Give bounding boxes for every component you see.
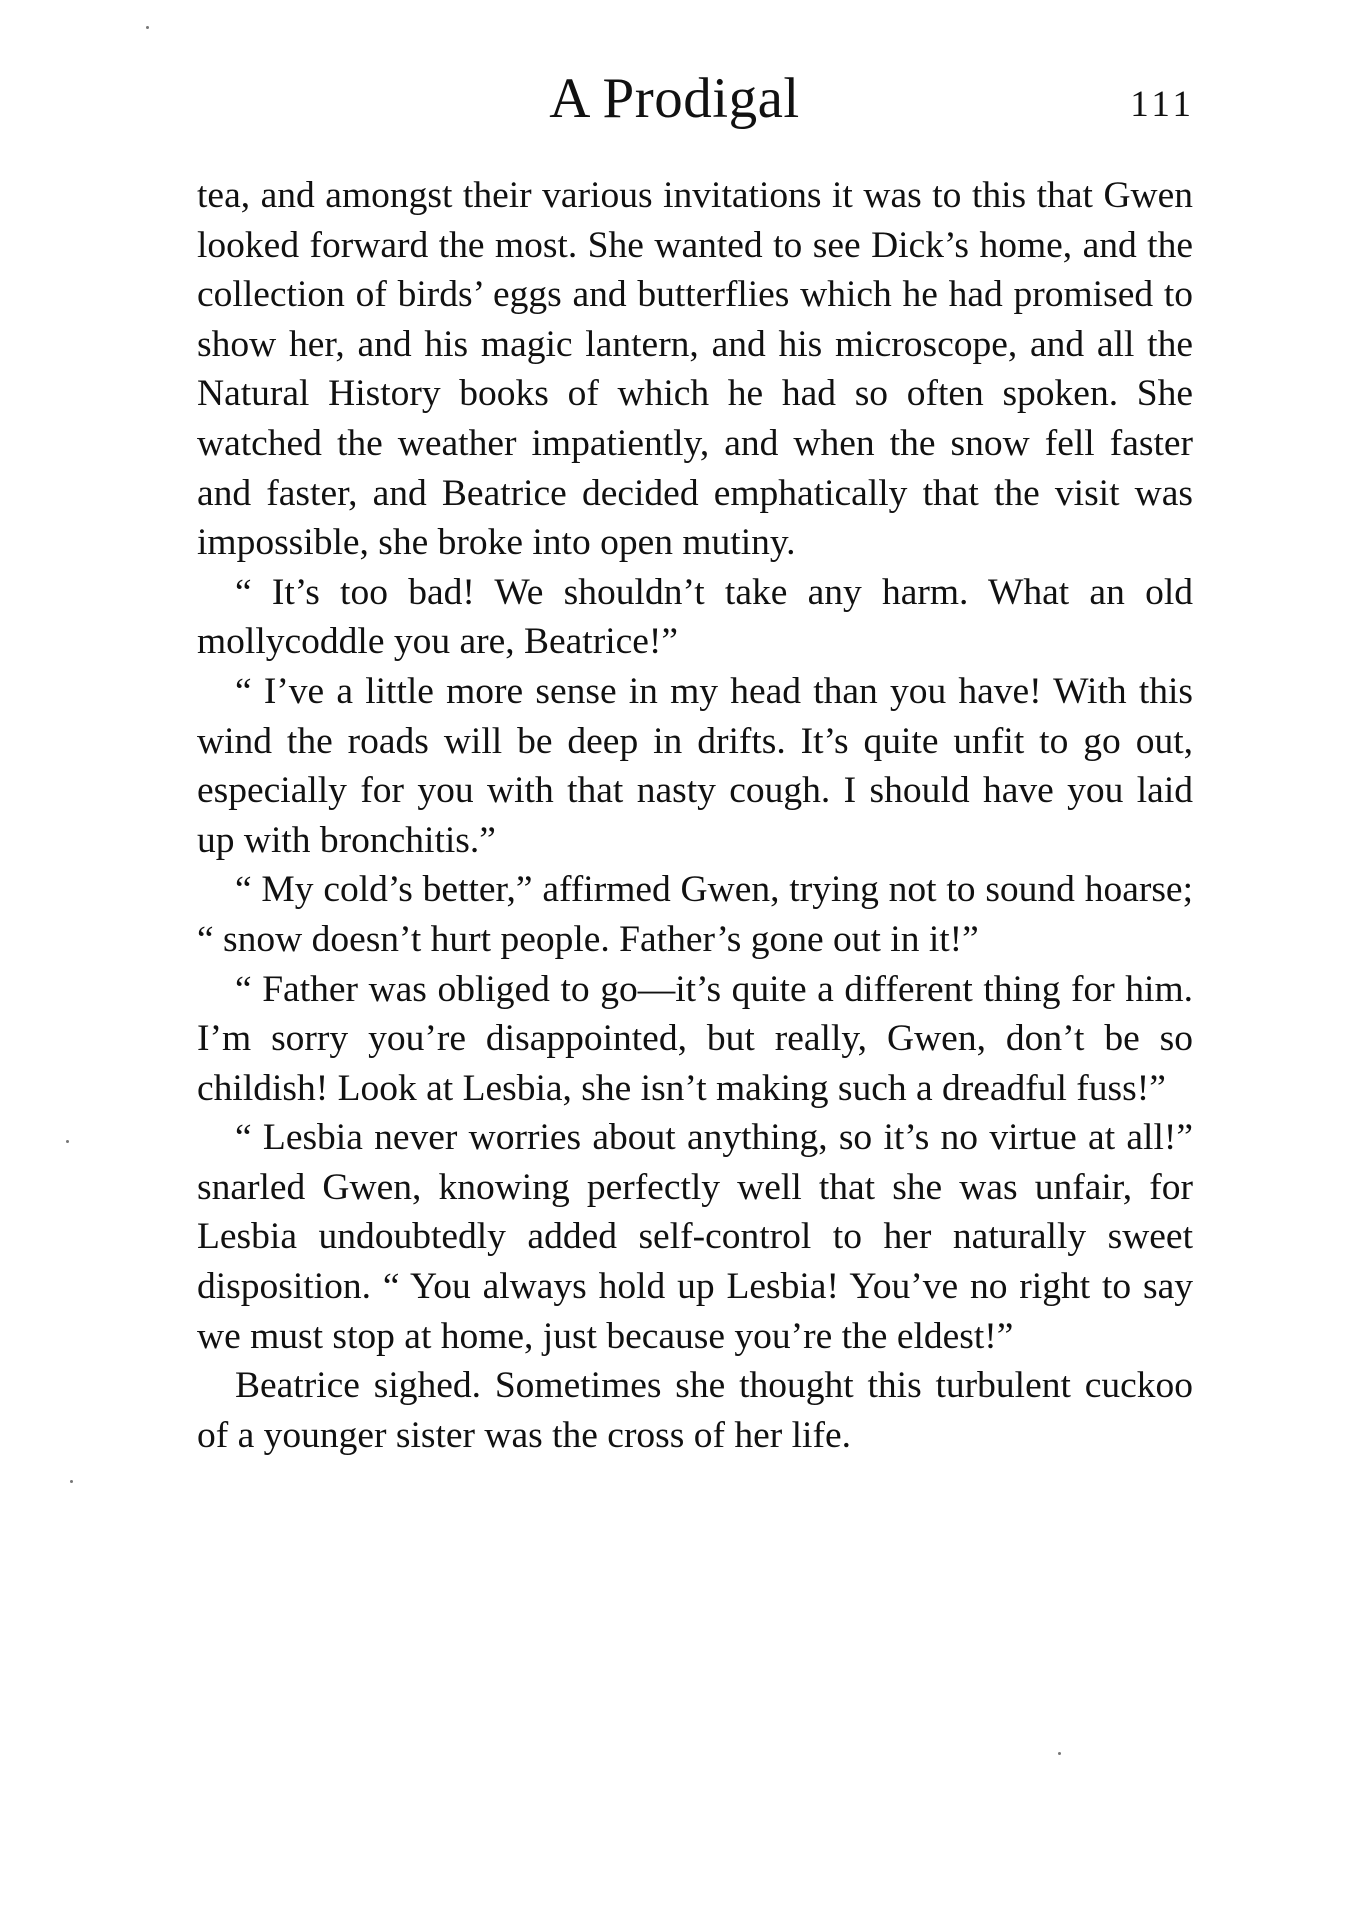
paragraph: “ I’ve a little more sense in my head than you have! With this wind the roads will be deep in drifts. It’s quite unfit to go out, especially for you with that nasty cough. I should have you laid up with bronchitis.”	[197, 670, 1193, 861]
paragraph: “ Father was obliged to go—it’s quite a different thing for him. I’m sorry you’re disappointed, but really, Gwen, don’t be so childish! Look at Lesbia, she isn’t making such a dreadful fuss!”	[197, 968, 1193, 1109]
paragraph: “ My cold’s better,” affirmed Gwen, trying not to sound hoarse; “ snow doesn’t hurt people. Father’s gone out in it!”	[197, 869, 1193, 960]
scan-speck	[66, 1140, 69, 1143]
body-text	[197, 171, 1193, 1460]
scan-speck	[1058, 1752, 1061, 1755]
scan-speck	[146, 26, 149, 29]
paragraph: Beatrice sighed. Sometimes she thought this turbulent cuckoo of a younger sister was the cross of her life.	[197, 1365, 1193, 1456]
scan-speck	[70, 1480, 73, 1483]
running-title: A Prodigal	[549, 67, 800, 130]
paragraph: “ It’s too bad! We shouldn’t take any harm. What an old mollycoddle you are, Beatrice!”	[197, 571, 1193, 663]
paragraph: “ Lesbia never worries about anything, so it’s no virtue at all!” snarled Gwen, knowing perfectly well that she was unfair, for Lesbia undoubtedly added self-control to her naturally sweet disposition. “ You always hold up Lesbia! You’ve no right to say we must stop at home, just because you’re the eldest!”	[197, 1117, 1193, 1357]
paragraph: tea, and amongst their various invitations it was to this that Gwen looked forward the most. She wanted to see Dick’s home, and the collection of birds’ eggs and butterflies which he had promised to show her, and his magic lantern, and his microscope, and all the Natural History books of which he had so often spoken. She watched the weather impatiently, and when the snow fell faster and faster, and Beatrice decided emphatically that the visit was impossible, she broke into open mutiny.	[197, 175, 1193, 564]
running-head	[0, 64, 1349, 134]
page-number: 111	[1130, 84, 1195, 125]
